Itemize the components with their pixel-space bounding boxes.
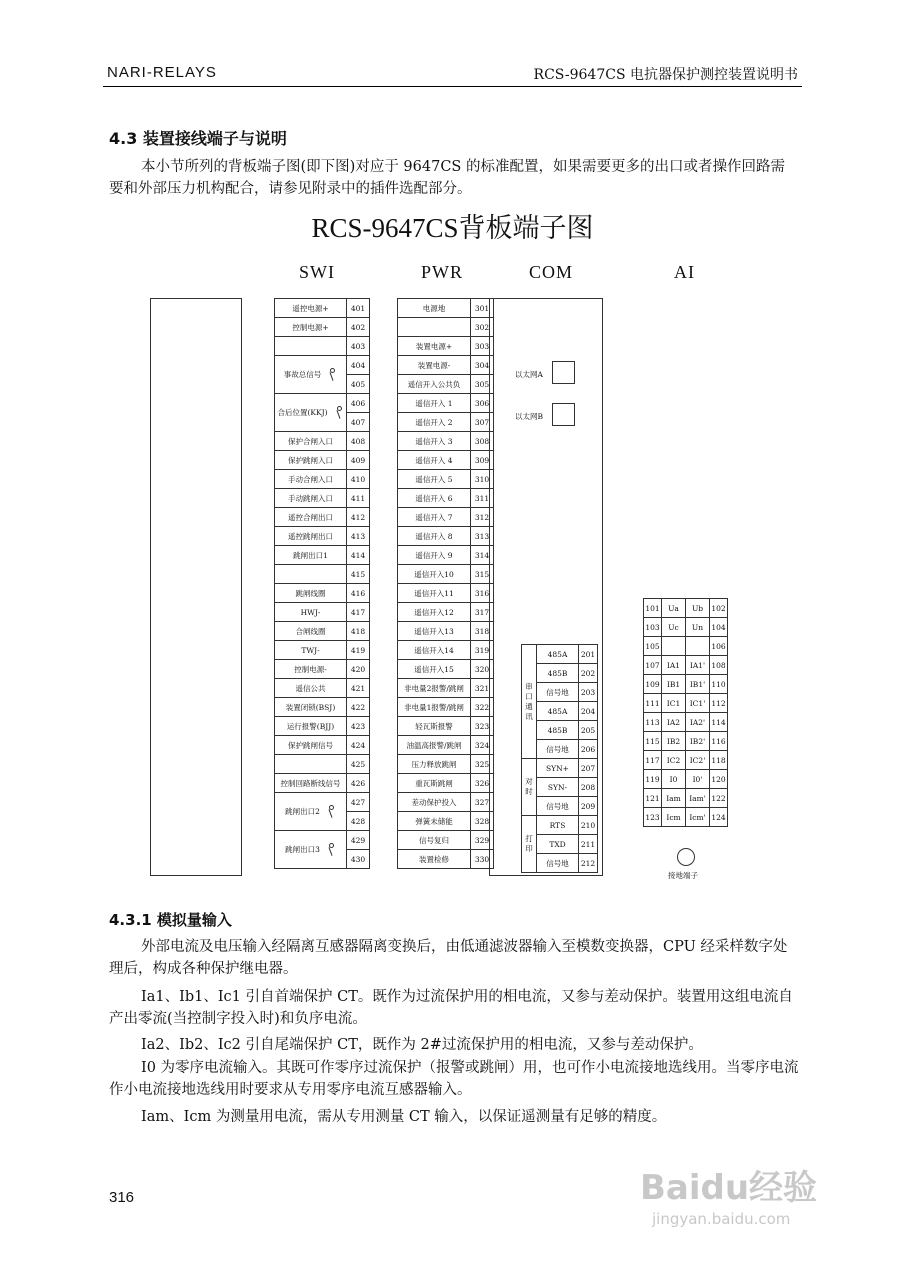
pwr-terminal-label: 遥信开入10 — [398, 565, 471, 584]
pwr-terminal-number: 325 — [471, 755, 494, 774]
ai-terminal-label: Uc — [662, 618, 686, 637]
pwr-terminal-row — [398, 375, 494, 394]
pwr-terminal-label: 遥信开入 7 — [398, 508, 471, 527]
ai-terminal-number: 118 — [710, 751, 728, 770]
swi-terminal-row — [275, 679, 370, 698]
subsection-paragraph-4: I0 为零序电流输入。其既可作零序过流保护（报警或跳闸）用，也可作小电流接地选线用。当零序电流作小电流接地选线用时要求从专用零序电流互感器输入。 — [109, 1060, 799, 1098]
com-group-label: 串口通讯 — [522, 645, 537, 759]
pwr-terminal-number: 318 — [471, 622, 494, 641]
swi-terminal-label: 控制回路断线信号 — [275, 774, 347, 793]
com-group-label: 对时 — [522, 759, 537, 816]
diagram-title: RCS-9647CS背板端子图 — [311, 213, 594, 244]
swi-terminal-label: 装置闭锁(BSJ) — [275, 698, 347, 717]
com-terminal-number: 211 — [579, 835, 598, 854]
ai-terminal-label: Ub — [686, 599, 710, 618]
swi-terminal-label: TWJ- — [275, 641, 347, 660]
swi-terminal-row — [275, 432, 370, 451]
ai-terminal-number: 107 — [644, 656, 662, 675]
com-terminal-label: TXD — [537, 835, 579, 854]
pwr-terminal-row — [398, 451, 494, 470]
swi-terminal-label: 跳闸出口3 — [275, 831, 347, 869]
ai-terminal-row — [644, 618, 728, 637]
swi-terminal-number: 405 — [347, 375, 370, 394]
watermark-logo: Baidu经验 — [640, 1168, 818, 1208]
ai-terminal-label: IC2 — [662, 751, 686, 770]
pwr-terminal-label: 油温高报警/跳闸 — [398, 736, 471, 755]
ground-terminal-label: 接地端子 — [668, 871, 698, 880]
swi-terminal-row — [275, 831, 370, 850]
pwr-terminal-label: 轻瓦斯报警 — [398, 717, 471, 736]
swi-terminal-number: 416 — [347, 584, 370, 603]
pwr-terminal-row — [398, 736, 494, 755]
ai-terminal-number: 119 — [644, 770, 662, 789]
swi-terminal-row — [275, 603, 370, 622]
pwr-terminal-label: 遥信开入13 — [398, 622, 471, 641]
ai-terminal-row — [644, 770, 728, 789]
swi-terminal-row — [275, 527, 370, 546]
swi-terminal-label: 合后位置(KKJ) — [275, 394, 347, 432]
pwr-terminal-number: 314 — [471, 546, 494, 565]
swi-terminal-number: 407 — [347, 413, 370, 432]
pwr-terminal-row — [398, 394, 494, 413]
com-group-label: 打印 — [522, 816, 537, 873]
pwr-terminal-row — [398, 603, 494, 622]
ai-terminal-number: 120 — [710, 770, 728, 789]
pwr-terminal-number: 323 — [471, 717, 494, 736]
ai-terminal-number: 116 — [710, 732, 728, 751]
com-terminal-row — [522, 816, 598, 835]
swi-terminal-number: 421 — [347, 679, 370, 698]
ai-terminal-number: 115 — [644, 732, 662, 751]
ai-terminal-number: 108 — [710, 656, 728, 675]
swi-terminal-number: 412 — [347, 508, 370, 527]
header-left: NARI-RELAYS — [107, 64, 217, 81]
ai-terminal-label: Icm — [662, 808, 686, 827]
ai-terminal-row — [644, 732, 728, 751]
swi-terminal-number: 410 — [347, 470, 370, 489]
pwr-terminal-label: 遥信开入 8 — [398, 527, 471, 546]
com-terminal-label: 485A — [537, 645, 579, 664]
pwr-terminal-number: 309 — [471, 451, 494, 470]
col-head-ai: AI — [674, 262, 695, 282]
swi-terminal-number: 402 — [347, 318, 370, 337]
subsection-paragraph-3: Ia2、Ib2、Ic2 引自尾端保护 CT，既作为 2#过流保护用的相电流，又参与差动保护。 — [141, 1037, 703, 1053]
swi-terminal-number: 408 — [347, 432, 370, 451]
ai-terminal-number: 121 — [644, 789, 662, 808]
pwr-terminal-number: 307 — [471, 413, 494, 432]
com-terminal-number: 207 — [579, 759, 598, 778]
pwr-terminal-label: 遥信开入 4 — [398, 451, 471, 470]
ai-terminal-label: IA2 — [662, 713, 686, 732]
subsection-paragraph-1: 外部电流及电压输入经隔离互感器隔离变换后，由低通滤波器输入至模数变换器，CPU 经采样数字处理后，构成各种保护继电器。 — [109, 939, 788, 977]
com-terminal-number: 201 — [579, 645, 598, 664]
swi-terminal-number: 427 — [347, 793, 370, 812]
ai-terminal-number: 103 — [644, 618, 662, 637]
ethernet-a-port — [552, 361, 575, 384]
ai-terminal-number: 113 — [644, 713, 662, 732]
pwr-terminal-row — [398, 565, 494, 584]
swi-terminal-number: 422 — [347, 698, 370, 717]
pwr-terminal-label: 非电量1报警/跳闸 — [398, 698, 471, 717]
blank-slot — [150, 298, 242, 876]
ai-terminal-label: Un — [686, 618, 710, 637]
com-terminal-number: 203 — [579, 683, 598, 702]
ai-terminal-label: I0' — [686, 770, 710, 789]
subsection-title: 4.3.1 模拟量输入 — [109, 911, 232, 929]
swi-terminal-number: 411 — [347, 489, 370, 508]
swi-terminal-row — [275, 508, 370, 527]
swi-terminal-row — [275, 299, 370, 318]
pwr-terminal-label: 信号复归 — [398, 831, 471, 850]
ai-terminal-row — [644, 637, 728, 656]
swi-terminal-row — [275, 356, 370, 375]
swi-terminal-number: 425 — [347, 755, 370, 774]
ai-terminal-label — [686, 637, 710, 656]
pwr-terminal-table — [397, 298, 494, 869]
pwr-terminal-row — [398, 299, 494, 318]
pwr-terminal-number: 301 — [471, 299, 494, 318]
pwr-terminal-label: 压力释放跳闸 — [398, 755, 471, 774]
ai-terminal-label: IB2 — [662, 732, 686, 751]
pwr-terminal-number: 321 — [471, 679, 494, 698]
swi-terminal-label: 合闸线圈 — [275, 622, 347, 641]
swi-terminal-label: 控制电源- — [275, 660, 347, 679]
pwr-terminal-row — [398, 831, 494, 850]
ethernet-a-label: 以太网A — [515, 370, 543, 379]
swi-terminal-number: 415 — [347, 565, 370, 584]
ai-terminal-label: IA2' — [686, 713, 710, 732]
pwr-terminal-row — [398, 413, 494, 432]
ai-terminal-label: IC2' — [686, 751, 710, 770]
swi-terminal-number: 403 — [347, 337, 370, 356]
ai-terminal-row — [644, 599, 728, 618]
com-terminal-number: 204 — [579, 702, 598, 721]
com-terminal-label: 485A — [537, 702, 579, 721]
swi-terminal-number: 429 — [347, 831, 370, 850]
swi-terminal-number: 420 — [347, 660, 370, 679]
ai-terminal-number: 101 — [644, 599, 662, 618]
swi-terminal-label: HWJ- — [275, 603, 347, 622]
swi-terminal-label — [275, 755, 347, 774]
swi-terminal-number: 409 — [347, 451, 370, 470]
pwr-terminal-row — [398, 356, 494, 375]
swi-terminal-number: 419 — [347, 641, 370, 660]
swi-terminal-row — [275, 451, 370, 470]
com-terminal-label: SYN- — [537, 778, 579, 797]
ground-terminal-icon — [677, 848, 695, 866]
swi-terminal-row — [275, 622, 370, 641]
pwr-terminal-number: 304 — [471, 356, 494, 375]
com-terminal-row — [522, 759, 598, 778]
com-terminal-number: 210 — [579, 816, 598, 835]
swi-terminal-number: 413 — [347, 527, 370, 546]
swi-terminal-label: 跳闸出口2 — [275, 793, 347, 831]
com-terminal-row — [522, 645, 598, 664]
col-head-com: COM — [529, 262, 574, 282]
pwr-terminal-number: 306 — [471, 394, 494, 413]
pwr-terminal-row — [398, 470, 494, 489]
ai-terminal-label: I0 — [662, 770, 686, 789]
swi-terminal-label: 遥控合闸出口 — [275, 508, 347, 527]
swi-terminal-number: 406 — [347, 394, 370, 413]
ai-terminal-row — [644, 808, 728, 827]
swi-terminal-row — [275, 584, 370, 603]
com-terminal-number: 209 — [579, 797, 598, 816]
pwr-terminal-row — [398, 527, 494, 546]
swi-terminal-label: 遥信公共 — [275, 679, 347, 698]
ai-terminal-number: 124 — [710, 808, 728, 827]
pwr-terminal-label: 遥信开入公共负 — [398, 375, 471, 394]
swi-terminal-number: 404 — [347, 356, 370, 375]
pwr-terminal-row — [398, 812, 494, 831]
ethernet-b-port — [552, 403, 575, 426]
subsection-paragraph-2: Ia1、Ib1、Ic1 引自首端保护 CT。既作为过流保护用的相电流，又参与差动保护。装置用这组电流自产出零流(当控制字投入时)和负序电流。 — [109, 989, 793, 1027]
swi-terminal-number: 418 — [347, 622, 370, 641]
com-terminal-label: 信号地 — [537, 797, 579, 816]
swi-terminal-label: 跳闸线圈 — [275, 584, 347, 603]
ai-terminal-number: 110 — [710, 675, 728, 694]
pwr-terminal-label: 装置检修 — [398, 850, 471, 869]
ai-terminal-row — [644, 751, 728, 770]
swi-terminal-label — [275, 337, 347, 356]
swi-terminal-label: 手动合闸入口 — [275, 470, 347, 489]
pwr-terminal-label: 装置电源- — [398, 356, 471, 375]
ai-terminal-number: 114 — [710, 713, 728, 732]
pwr-terminal-row — [398, 318, 494, 337]
com-terminal-label: 信号地 — [537, 740, 579, 759]
pwr-terminal-label: 遥信开入12 — [398, 603, 471, 622]
swi-terminal-label: 保护合闸入口 — [275, 432, 347, 451]
section-paragraph: 本小节所列的背板端子图(即下图)对应于 9647CS 的标准配置，如果需要更多的出口或者操作回路需要和外部压力机构配合，请参见附录中的插件选配部分。 — [109, 159, 785, 197]
swi-terminal-table — [274, 298, 370, 869]
pwr-terminal-number: 329 — [471, 831, 494, 850]
pwr-terminal-row — [398, 432, 494, 451]
ai-terminal-label: Ua — [662, 599, 686, 618]
swi-terminal-number: 401 — [347, 299, 370, 318]
ai-terminal-number: 122 — [710, 789, 728, 808]
swi-terminal-number: 417 — [347, 603, 370, 622]
com-terminal-number: 208 — [579, 778, 598, 797]
pwr-terminal-number: 328 — [471, 812, 494, 831]
watermark — [640, 1160, 818, 1228]
swi-terminal-row — [275, 755, 370, 774]
swi-terminal-row — [275, 546, 370, 565]
swi-terminal-row — [275, 717, 370, 736]
swi-terminal-label: 控制电源+ — [275, 318, 347, 337]
pwr-terminal-label: 非电量2报警/跳闸 — [398, 679, 471, 698]
contact-switch-icon — [334, 406, 344, 420]
pwr-terminal-row — [398, 717, 494, 736]
pwr-terminal-label: 遥信开入 9 — [398, 546, 471, 565]
swi-terminal-label: 遥控跳闸出口 — [275, 527, 347, 546]
com-terminal-number: 212 — [579, 854, 598, 873]
pwr-terminal-number: 327 — [471, 793, 494, 812]
ai-terminal-row — [644, 675, 728, 694]
swi-terminal-row — [275, 793, 370, 812]
swi-terminal-label: 运行报警(BJJ) — [275, 717, 347, 736]
ai-terminal-row — [644, 713, 728, 732]
pwr-terminal-label: 遥信开入 6 — [398, 489, 471, 508]
ai-terminal-label — [662, 637, 686, 656]
header-rule — [103, 86, 802, 87]
ai-terminal-label: IC1' — [686, 694, 710, 713]
pwr-terminal-number: 317 — [471, 603, 494, 622]
pwr-terminal-label: 弹簧未储能 — [398, 812, 471, 831]
pwr-terminal-number: 305 — [471, 375, 494, 394]
pwr-terminal-number: 320 — [471, 660, 494, 679]
pwr-terminal-row — [398, 584, 494, 603]
pwr-terminal-row — [398, 546, 494, 565]
ai-terminal-number: 106 — [710, 637, 728, 656]
pwr-terminal-number: 315 — [471, 565, 494, 584]
pwr-terminal-label — [398, 318, 471, 337]
swi-terminal-row — [275, 698, 370, 717]
page-number: 316 — [109, 1189, 135, 1206]
ai-terminal-label: Icm' — [686, 808, 710, 827]
ai-terminal-table — [643, 598, 728, 827]
ai-terminal-label: IA1' — [686, 656, 710, 675]
pwr-terminal-label: 遥信开入 3 — [398, 432, 471, 451]
ai-terminal-number: 102 — [710, 599, 728, 618]
swi-terminal-number: 414 — [347, 546, 370, 565]
pwr-terminal-row — [398, 755, 494, 774]
pwr-terminal-row — [398, 679, 494, 698]
pwr-terminal-label: 遥信开入11 — [398, 584, 471, 603]
pwr-terminal-label: 重瓦斯跳闸 — [398, 774, 471, 793]
swi-terminal-label: 保护跳闸入口 — [275, 451, 347, 470]
pwr-terminal-number: 316 — [471, 584, 494, 603]
com-terminal-label: 信号地 — [537, 683, 579, 702]
swi-terminal-row — [275, 489, 370, 508]
swi-terminal-label — [275, 565, 347, 584]
pwr-terminal-row — [398, 508, 494, 527]
ai-terminal-label: IB2' — [686, 732, 710, 751]
pwr-terminal-label: 装置电源+ — [398, 337, 471, 356]
pwr-terminal-row — [398, 698, 494, 717]
ethernet-b-label: 以太网B — [515, 412, 544, 421]
ai-terminal-number: 105 — [644, 637, 662, 656]
swi-terminal-row — [275, 337, 370, 356]
com-terminal-label: RTS — [537, 816, 579, 835]
pwr-terminal-number: 322 — [471, 698, 494, 717]
com-terminal-number: 205 — [579, 721, 598, 740]
swi-terminal-number: 426 — [347, 774, 370, 793]
swi-terminal-row — [275, 641, 370, 660]
pwr-terminal-row — [398, 774, 494, 793]
ai-terminal-number: 123 — [644, 808, 662, 827]
watermark-url: jingyan.baidu.com — [652, 1210, 791, 1228]
com-terminal-label: 485B — [537, 721, 579, 740]
contact-switch-icon — [327, 368, 337, 382]
ai-terminal-label: IC1 — [662, 694, 686, 713]
swi-terminal-row — [275, 470, 370, 489]
pwr-terminal-row — [398, 660, 494, 679]
ai-terminal-number: 117 — [644, 751, 662, 770]
ai-terminal-label: IB1 — [662, 675, 686, 694]
swi-terminal-row — [275, 774, 370, 793]
com-terminal-table — [521, 644, 598, 873]
col-head-pwr: PWR — [421, 262, 464, 282]
com-terminal-label: SYN+ — [537, 759, 579, 778]
ai-terminal-number: 104 — [710, 618, 728, 637]
pwr-terminal-row — [398, 622, 494, 641]
col-head-swi: SWI — [299, 262, 335, 282]
pwr-terminal-label: 遥信开入14 — [398, 641, 471, 660]
swi-terminal-label: 遥控电源+ — [275, 299, 347, 318]
pwr-terminal-label: 遥信开入15 — [398, 660, 471, 679]
swi-terminal-number: 430 — [347, 850, 370, 869]
pwr-terminal-number: 326 — [471, 774, 494, 793]
pwr-terminal-number: 324 — [471, 736, 494, 755]
swi-terminal-label: 事故总信号 — [275, 356, 347, 394]
swi-terminal-row — [275, 736, 370, 755]
com-terminal-label: 485B — [537, 664, 579, 683]
subsection-paragraph-5: Iam、Icm 为测量用电流，需从专用测量 CT 输入，以保证遥测量有足够的精度。 — [141, 1109, 667, 1125]
ai-terminal-label: Iam' — [686, 789, 710, 808]
pwr-terminal-number: 313 — [471, 527, 494, 546]
com-terminal-label: 信号地 — [537, 854, 579, 873]
swi-terminal-label: 手动跳闸入口 — [275, 489, 347, 508]
contact-switch-icon — [326, 805, 336, 819]
ai-terminal-row — [644, 789, 728, 808]
pwr-terminal-label: 差动保护投入 — [398, 793, 471, 812]
swi-terminal-number: 428 — [347, 812, 370, 831]
pwr-terminal-number: 303 — [471, 337, 494, 356]
pwr-terminal-number: 319 — [471, 641, 494, 660]
swi-terminal-row — [275, 660, 370, 679]
ai-terminal-row — [644, 694, 728, 713]
ai-terminal-number: 109 — [644, 675, 662, 694]
pwr-terminal-number: 302 — [471, 318, 494, 337]
pwr-terminal-number: 308 — [471, 432, 494, 451]
ai-terminal-label: IA1 — [662, 656, 686, 675]
pwr-terminal-number: 310 — [471, 470, 494, 489]
pwr-terminal-number: 330 — [471, 850, 494, 869]
ai-terminal-label: IB1' — [686, 675, 710, 694]
swi-terminal-row — [275, 565, 370, 584]
pwr-terminal-number: 311 — [471, 489, 494, 508]
contact-switch-icon — [326, 843, 336, 857]
com-terminal-number: 206 — [579, 740, 598, 759]
pwr-terminal-row — [398, 337, 494, 356]
section-title: 4.3 装置接线端子与说明 — [109, 129, 287, 148]
swi-terminal-row — [275, 394, 370, 413]
pwr-terminal-label: 遥信开入 2 — [398, 413, 471, 432]
pwr-terminal-label: 遥信开入 5 — [398, 470, 471, 489]
pwr-terminal-row — [398, 850, 494, 869]
pwr-terminal-label: 电源地 — [398, 299, 471, 318]
ai-terminal-number: 111 — [644, 694, 662, 713]
com-terminal-number: 202 — [579, 664, 598, 683]
ai-terminal-label: Iam — [662, 789, 686, 808]
swi-terminal-row — [275, 318, 370, 337]
swi-terminal-number: 423 — [347, 717, 370, 736]
pwr-terminal-row — [398, 793, 494, 812]
ai-terminal-row — [644, 656, 728, 675]
pwr-terminal-row — [398, 489, 494, 508]
pwr-terminal-label: 遥信开入 1 — [398, 394, 471, 413]
ai-terminal-number: 112 — [710, 694, 728, 713]
swi-terminal-label: 保护跳闸信号 — [275, 736, 347, 755]
swi-terminal-label: 跳闸出口1 — [275, 546, 347, 565]
pwr-terminal-number: 312 — [471, 508, 494, 527]
pwr-terminal-row — [398, 641, 494, 660]
header-right: RCS-9647CS 电抗器保护测控装置说明书 — [533, 67, 798, 83]
swi-terminal-number: 424 — [347, 736, 370, 755]
